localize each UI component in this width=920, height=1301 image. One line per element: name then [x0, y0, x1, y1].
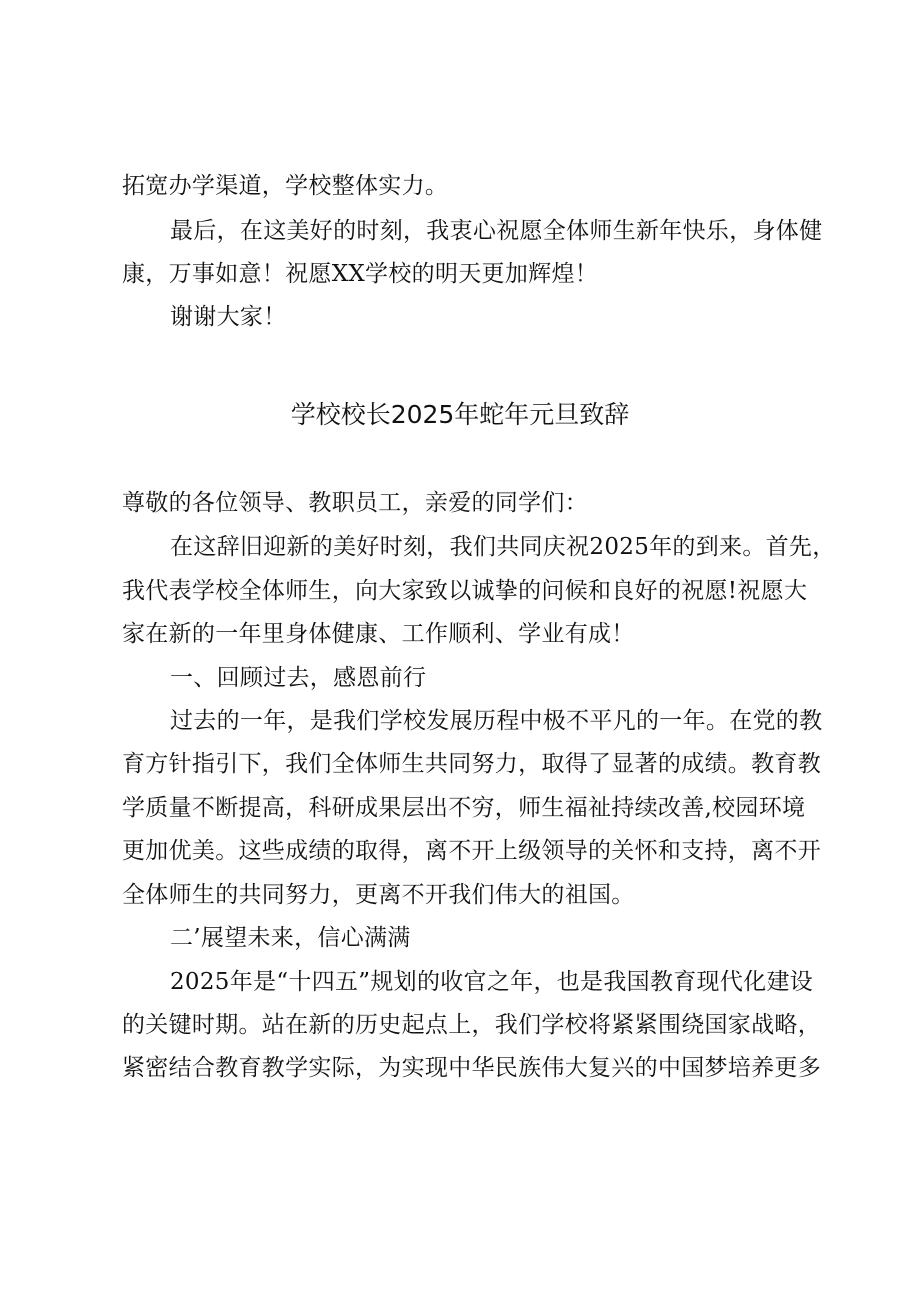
paragraph-line: 家在新的一年里身体健康、工作顺利、学业有成！ — [122, 621, 635, 647]
paragraph-line: 拓宽办学渠道，学校整体实力。 — [122, 173, 449, 199]
article-title: 学校校长2025年蛇年元旦致辞 — [290, 400, 630, 429]
paragraph-line: 我代表学校全体师生，向大家致以诚挚的问候和良好的祝愿!祝愿大 — [122, 578, 808, 604]
paragraph-line: 的关键时期。站在新的历史起点上，我们学校将紧紧围绕国家战略， — [122, 1012, 821, 1038]
section-heading: 二’展望未来，信心满满 — [170, 925, 411, 951]
salutation: 尊敬的各位领导、教职员工，亲爱的同学们： — [122, 490, 588, 516]
paragraph-line: 最后，在这美好的时刻，我衷心祝愿全体师生新年快乐，身体健 — [170, 218, 823, 244]
paragraph-line: 育方针指引下，我们全体师生共同努力，取得了显著的成绩。教育教 — [122, 751, 821, 777]
paragraph-line: 康，万事如意！祝愿XX学校的明天更加辉煌！ — [122, 261, 599, 287]
paragraph-line: 2025年是“十四五”规划的收官之年，也是我国教育现代化建设 — [170, 969, 814, 995]
paragraph-line: 在这辞旧迎新的美好时刻，我们共同庆祝2025年的到来。首先， — [170, 534, 836, 560]
paragraph-line: 全体师生的共同努力，更离不开我们伟大的祖国。 — [122, 882, 635, 908]
paragraph-line: 紧密结合教育教学实际，为实现中华民族伟大复兴的中国梦培养更多 — [122, 1055, 821, 1081]
paragraph-line: 过去的一年，是我们学校发展历程中极不平凡的一年。在党的教 — [170, 708, 823, 734]
paragraph-line: 学质量不断提高，科研成果层出不穷，师生福祉持续改善,校园环境 — [122, 795, 806, 821]
paragraph-line: 谢谢大家！ — [170, 304, 287, 330]
paragraph-line: 更加优美。这些成绩的取得，离不开上级领导的关怀和支持，离不开 — [122, 838, 821, 864]
section-heading: 一、回顾过去，感恩前行 — [170, 665, 427, 691]
